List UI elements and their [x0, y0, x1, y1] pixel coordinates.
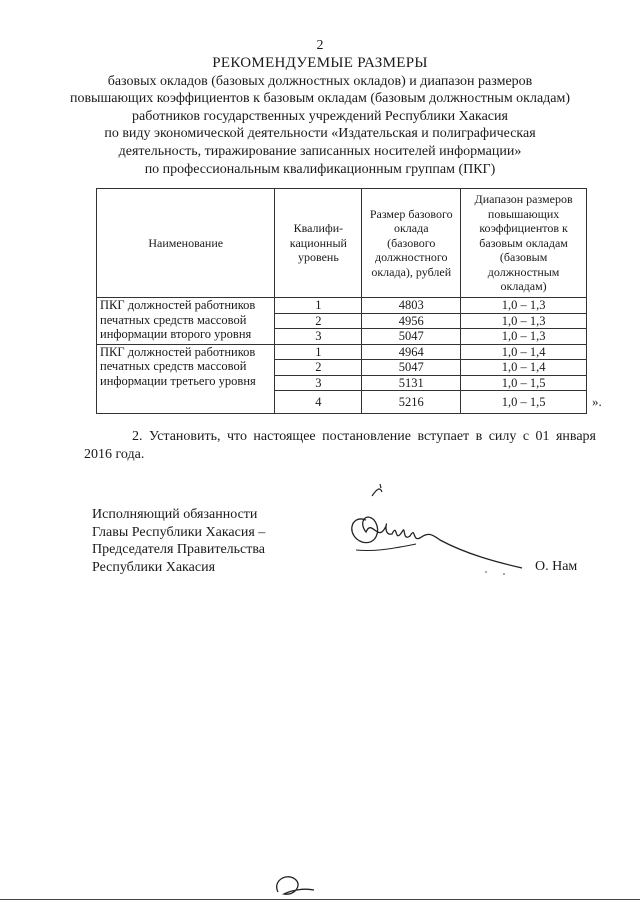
- cell-range: 1,0 – 1,5: [461, 375, 587, 391]
- rates-table: [96, 188, 587, 414]
- cell-level: 3: [275, 329, 362, 345]
- cell-level: 2: [275, 360, 362, 376]
- heading-line: базовых окладов (базовых должностных окладов) и диапазон размеров: [107, 73, 533, 89]
- table-row: [97, 298, 587, 314]
- page-number: 2: [316, 38, 324, 53]
- signatory-line: Председателя Правительства: [92, 542, 266, 558]
- heading-line: по профессиональным квалификационным группам (ПКГ): [144, 161, 496, 177]
- header-salary: [362, 189, 461, 298]
- cell-level: 1: [275, 298, 362, 314]
- cell-range: 1,0 – 1,3: [461, 313, 587, 329]
- cell-level: 3: [275, 375, 362, 391]
- cell-range: 1,0 – 1,3: [461, 329, 587, 345]
- heading-line: по виду экономической деятельности «Издательская и полиграфическая: [104, 126, 536, 142]
- cell-salary: 5216: [362, 391, 461, 414]
- cell-salary: 5131: [362, 375, 461, 391]
- cell-level: 2: [275, 313, 362, 329]
- header-level: [275, 189, 362, 298]
- heading-title: РЕКОМЕНДУЕМЫЕ РАЗМЕРЫ: [212, 55, 428, 71]
- initials-mark: [268, 868, 318, 900]
- group-name: ПКГ должностей работников печатных средств массовой информации третьего уровня: [97, 344, 275, 414]
- header-name-text: Наименование: [148, 235, 224, 250]
- cell-salary: 5047: [362, 360, 461, 376]
- group-name: ПКГ должностей работников печатных средств массовой информации второго уровня: [97, 298, 275, 345]
- document-heading: [40, 55, 600, 178]
- header-level-text: Квалифи- кационный уровень: [289, 221, 347, 265]
- cell-level: 1: [275, 344, 362, 360]
- header-salary-text: Размер базового оклада (базового должностного оклада), рублей: [369, 206, 453, 279]
- cell-level: 4: [275, 391, 362, 414]
- cell-salary: 5047: [362, 329, 461, 345]
- header-range-text: Диапазон размеров повышающих коэффициентов к базовым окладам (базовым должностным окладам): [474, 192, 573, 294]
- table-row: [97, 344, 587, 360]
- handwritten-signature: [336, 474, 536, 584]
- cell-salary: 4956: [362, 313, 461, 329]
- header-range: [461, 189, 587, 298]
- cell-range: 1,0 – 1,3: [461, 298, 587, 314]
- signatory-name: О. Нам: [535, 559, 578, 574]
- signatory-line: Республики Хакасия: [92, 559, 216, 575]
- heading-line: повышающих коэффициентов к базовым окладам (базовым должностным окладам): [69, 91, 571, 107]
- cell-salary: 4964: [362, 344, 461, 360]
- effective-date-paragraph: 2. Установить, что настоящее постановление вступает в силу с 01 января 2016 года.: [84, 429, 596, 462]
- cell-range: 1,0 – 1,4: [461, 360, 587, 376]
- signatory-line: Исполняющий обязанности: [92, 507, 258, 522]
- heading-line: деятельность, тиражирование записанных носителей информации»: [118, 143, 522, 159]
- heading-line: работников государственных учреждений Республики Хакасия: [132, 108, 508, 124]
- signatory-title: [92, 506, 265, 576]
- closing-quote: ».: [592, 394, 602, 409]
- signatory-line: Главы Республики Хакасия –: [92, 524, 266, 540]
- header-name: [97, 189, 275, 298]
- bottom-rule: [0, 899, 640, 900]
- cell-range: 1,0 – 1,4: [461, 344, 587, 360]
- table-header-row: [97, 189, 587, 298]
- cell-range: 1,0 – 1,5: [461, 391, 587, 414]
- cell-salary: 4803: [362, 298, 461, 314]
